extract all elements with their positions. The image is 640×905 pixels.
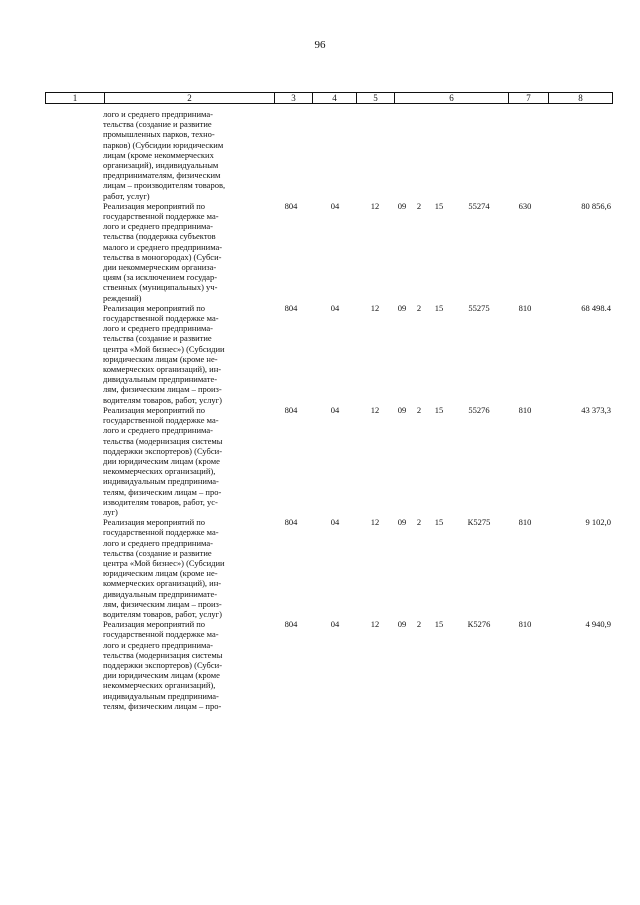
cell-subprogram-code: 2 xyxy=(416,200,422,211)
cell-direction-code: 55276 xyxy=(468,404,490,415)
cell-subprogram-code: 2 xyxy=(416,517,422,528)
cell-expense-type: 810 xyxy=(518,517,532,528)
table-header xyxy=(45,92,613,104)
row-description: Реализация мероприятий по государственной поддержке ма- лого и среднего предпринима- тельства (создание и развитие центра «Мой бизнес») (Субсидии юридическим лицам (кроме не- коммерческих организаций), ин- дивидуальным предпринимате- лям, физическим лицам – произ- водителям товаров, работ, услуг) xyxy=(103,302,225,405)
cell-section-code: 04 xyxy=(330,619,340,630)
header-col-7: 7 xyxy=(508,93,548,103)
cell-ministry-code: 804 xyxy=(284,200,298,211)
cell-ministry-code: 804 xyxy=(284,619,298,630)
cell-expense-type: 810 xyxy=(518,404,532,415)
cell-ministry-code: 804 xyxy=(284,517,298,528)
table-row xyxy=(45,405,613,517)
header-col-2: 2 xyxy=(104,93,274,103)
cell-amount: 68 498.4 xyxy=(581,302,611,313)
cell-program-code: 09 xyxy=(397,302,407,313)
cell-ministry-code: 804 xyxy=(284,302,298,313)
cell-direction-code: К5276 xyxy=(467,619,491,630)
page-number: 96 xyxy=(314,39,326,51)
cell-direction-code: К5275 xyxy=(467,517,491,528)
row-description: лого и среднего предпринима- тельства (создание и развитие промышленных парков, техно- парков) (Субсидии юридическим лицам (кроме некоммерческих организаций), индивидуальным предпринимателям, физическим лицам – производителям товаров, работ, услуг) xyxy=(103,109,226,201)
table-row xyxy=(45,201,613,303)
row-description: Реализация мероприятий по государственной поддержке ма- лого и среднего предпринима- тельства (модернизация системы поддержки экспортеров) (Субси- дии юридическим лицам (кроме некоммерческих организаций), индивидуальным предпринима- телям, физическим лицам – про- xyxy=(103,619,223,711)
header-col-3: 3 xyxy=(274,93,312,103)
cell-subsection-code: 12 xyxy=(370,200,380,211)
cell-program-code: 09 xyxy=(397,200,407,211)
row-description: Реализация мероприятий по государственной поддержке ма- лого и среднего предпринима- тельства (создание и развитие центра «Мой бизнес») (Субсидии юридическим лицам (кроме не- коммерческих организаций), ин- дивидуальным предпринимате- лям, физическим лицам – произ- водителям товаров, работ, услуг) xyxy=(103,517,225,619)
cell-amount: 43 373,3 xyxy=(581,404,611,415)
cell-program-code: 09 xyxy=(397,404,407,415)
table-row xyxy=(45,303,613,405)
cell-direction-code: 55275 xyxy=(468,302,490,313)
header-col-5: 5 xyxy=(356,93,394,103)
header-col-6: 6 xyxy=(394,93,508,103)
cell-event-code: 15 xyxy=(434,619,444,630)
header-col-1: 1 xyxy=(72,93,78,103)
cell-section-code: 04 xyxy=(330,302,340,313)
cell-subsection-code: 12 xyxy=(370,404,380,415)
cell-subsection-code: 12 xyxy=(370,517,380,528)
table-body xyxy=(45,109,613,711)
row-description: Реализация мероприятий по государственной поддержке ма- лого и среднего предпринима- тельства (модернизация системы поддержки экспортеров) (Субси- дии юридическим лицам (кроме некоммерческих организаций), индивидуальным предпринима- телям, физическим лицам – про- изводителям товаров, работ, ус- луг) xyxy=(103,404,223,517)
table-row xyxy=(45,619,613,711)
cell-event-code: 15 xyxy=(434,404,444,415)
cell-event-code: 15 xyxy=(434,200,444,211)
cell-program-code: 09 xyxy=(397,517,407,528)
cell-subsection-code: 12 xyxy=(370,619,380,630)
cell-amount: 9 102,0 xyxy=(585,517,611,528)
cell-direction-code: 55274 xyxy=(468,200,490,211)
cell-subsection-code: 12 xyxy=(370,302,380,313)
cell-program-code: 09 xyxy=(397,619,407,630)
cell-subprogram-code: 2 xyxy=(416,404,422,415)
cell-section-code: 04 xyxy=(330,200,340,211)
header-col-8: 8 xyxy=(548,93,612,103)
cell-expense-type: 630 xyxy=(518,200,532,211)
cell-expense-type: 810 xyxy=(518,619,532,630)
cell-subprogram-code: 2 xyxy=(416,619,422,630)
cell-amount: 80 856,6 xyxy=(581,200,611,211)
cell-section-code: 04 xyxy=(330,404,340,415)
cell-event-code: 15 xyxy=(434,302,444,313)
cell-expense-type: 810 xyxy=(518,302,532,313)
header-col-4: 4 xyxy=(312,93,356,103)
cell-ministry-code: 804 xyxy=(284,404,298,415)
cell-section-code: 04 xyxy=(330,517,340,528)
row-description: Реализация мероприятий по государственной поддержке ма- лого и среднего предпринима- тельства (поддержка субъектов малого и среднего предпринима- тельства в моногородах) (Субси- дии некоммерческим организа- циям (за исключением государ- ственных (муниципальных) уч- реждений) xyxy=(103,200,223,303)
table-row xyxy=(45,517,613,619)
cell-subprogram-code: 2 xyxy=(416,302,422,313)
table-row-continuation xyxy=(45,109,613,201)
cell-event-code: 15 xyxy=(434,517,444,528)
cell-amount: 4 940,9 xyxy=(585,619,611,630)
